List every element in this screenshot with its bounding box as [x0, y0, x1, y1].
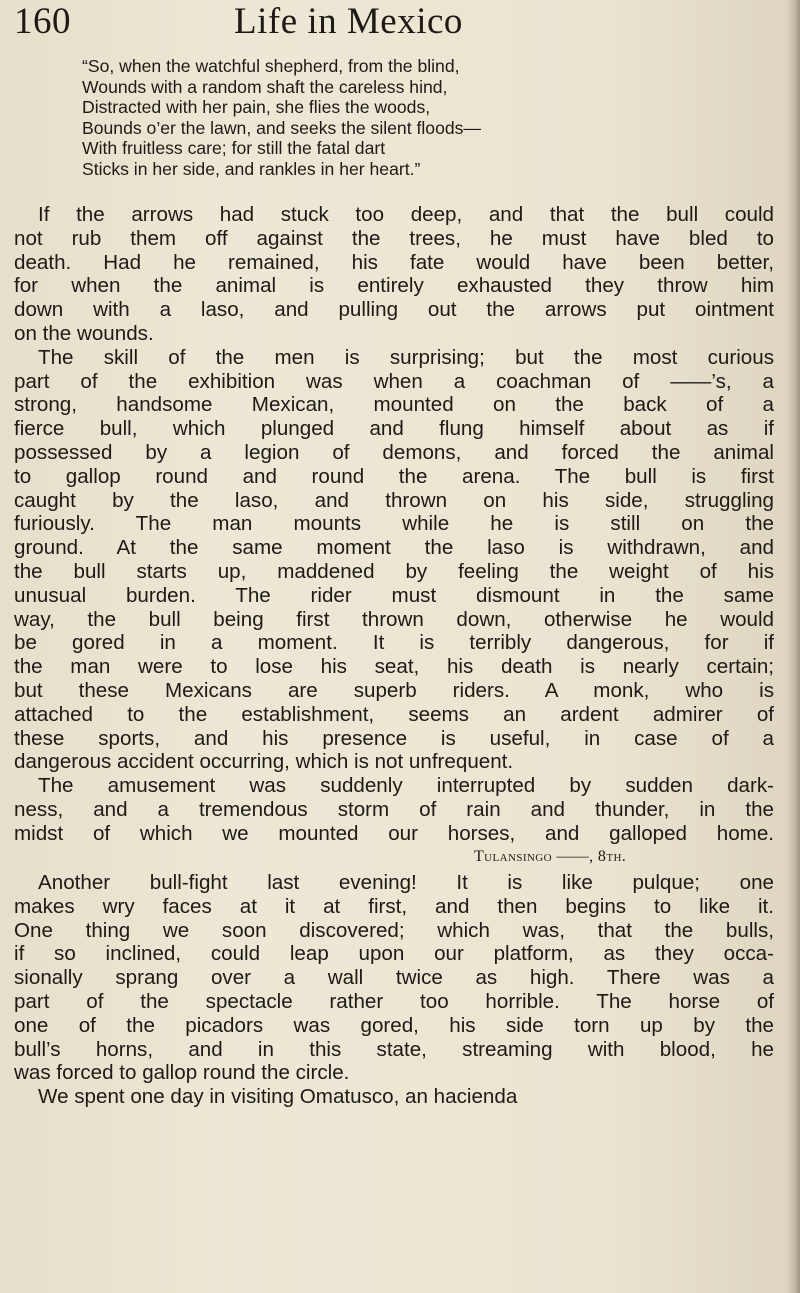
text-line: down with a laso, and pulling out the arrows put ointment: [14, 298, 774, 322]
text-line: bull’s horns, and in this state, streaming with blood, he: [14, 1037, 774, 1061]
page-header: [14, 0, 774, 50]
text-line: fierce bull, which plunged and flung himself about as if: [14, 417, 774, 441]
text-line: furiously. The man mounts while he is still on the: [14, 512, 774, 536]
text-line: part of the exhibition was when a coachman of ——’s, a: [14, 369, 774, 393]
text-line: ground. At the same moment the laso is withdrawn, and: [14, 536, 774, 560]
paragraph-1: [14, 203, 774, 346]
text-line: the bull starts up, maddened by feeling the weight of his: [14, 559, 774, 583]
running-title: Life in Mexico: [234, 1, 463, 42]
text-line: to gallop round and round the arena. The bull is first: [14, 464, 774, 488]
text-line: not rub them off against the trees, he must have bled to: [14, 226, 774, 250]
text-line: If the arrows had stuck too deep, and that the bull could: [38, 203, 774, 226]
text-line: The skill of the men is surprising; but the most curious: [38, 345, 774, 369]
text-line: on the wounds.: [14, 321, 154, 345]
text-line: death. Had he remained, his fate would have been better,: [14, 250, 774, 274]
paragraph-2: [14, 346, 774, 774]
text-line: if so inclined, could leap upon our platform, as they occa-: [14, 942, 774, 966]
text-line: these sports, and his presence is useful, in case of a: [14, 726, 774, 750]
page-edge-shadow: [786, 0, 800, 1293]
paragraph-3: [14, 774, 774, 865]
text-line: one of the picadors was gored, his side torn up by the: [14, 1013, 774, 1037]
text-line: strong, handsome Mexican, mounted on the back of a: [14, 393, 774, 417]
paragraph-4: [14, 871, 774, 1085]
text-line: One thing we soon discovered; which was, that the bulls,: [14, 918, 774, 942]
text-line: for when the animal is entirely exhausted they throw him: [14, 274, 774, 298]
text-line: ness, and a tremendous storm of rain and thunder, in the: [14, 797, 774, 821]
poem-line: “So, when the watchful shepherd, from the blind,: [82, 56, 460, 76]
text-line: was forced to gallop round the circle.: [14, 1061, 350, 1085]
text-line: The amusement was suddenly interrupted by sudden dark-: [38, 774, 774, 798]
text-line: but these Mexicans are superb riders. A monk, who is: [14, 678, 774, 702]
poem-line: Distracted with her pain, she flies the woods,: [82, 97, 431, 117]
page-number: 160: [14, 1, 71, 42]
text-line: midst of which we mounted our horses, and galloped home.: [14, 821, 774, 845]
text-line: sionally sprang over a wall twice as high. There was a: [14, 966, 774, 990]
poem-line: Bounds o’er the lawn, and seeks the silent floods—: [82, 117, 482, 138]
poem-line: With fruitless care; for still the fatal dart: [82, 138, 386, 158]
text-line: be gored in a moment. It is terribly dangerous, for if: [14, 631, 774, 655]
poem-line: Sticks in her side, and rankles in her heart.”: [82, 158, 421, 179]
text-line: the man were to lose his seat, his death is nearly certain;: [14, 655, 774, 679]
text-line: caught by the laso, and thrown on his side, struggling: [14, 488, 774, 512]
text-line: makes wry faces at it at first, and then begins to like it.: [14, 894, 774, 918]
text-line: We spent one day in visiting Omatusco, an hacienda: [38, 1085, 518, 1109]
paragraph-5: [14, 1085, 774, 1109]
poem-quotation: [82, 56, 762, 179]
text-line: possessed by a legion of demons, and forced the animal: [14, 440, 774, 464]
dateline: Tulansingo ——, 8th.: [474, 847, 627, 865]
text-line: dangerous accident occurring, which is not unfrequent.: [14, 750, 514, 774]
text-line: attached to the establishment, seems an ardent admirer of: [14, 702, 774, 726]
text-line: Another bull-fight last evening! It is like pulque; one: [38, 871, 774, 894]
text-line: part of the spectacle rather too horrible. The horse of: [14, 989, 774, 1013]
poem-line: Wounds with a random shaft the careless hind,: [82, 76, 448, 97]
text-line: way, the bull being first thrown down, otherwise he would: [14, 607, 774, 631]
text-line: unusual burden. The rider must dismount in the same: [14, 583, 774, 607]
